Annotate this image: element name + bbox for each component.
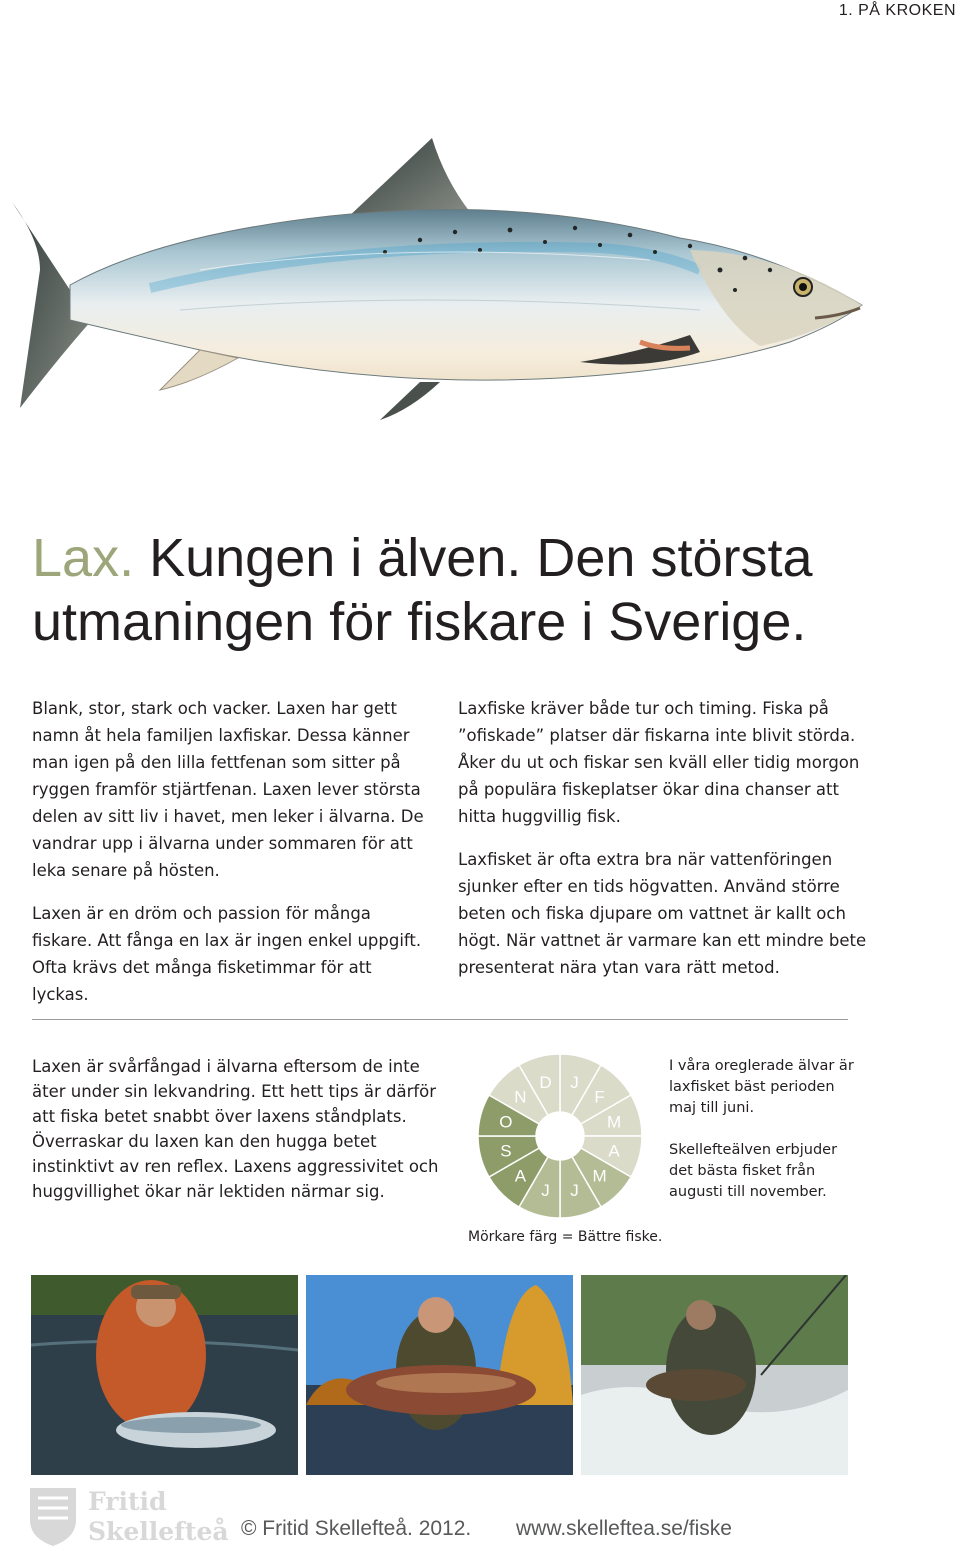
paragraph: Laxfiske kräver både tur och timing. Fiska på ”ofiskade” platser där fiskarna inte blivit störda. Åker du ut och fiskar sen kväll eller tidig morgon på populära fiskeplatser ökar dina chanser att hitta huggvillig fisk.: [458, 699, 860, 826]
wheel-month-label: A: [514, 1166, 527, 1186]
footer-copyright: © Fritid Skellefteå. 2012.: [241, 1517, 472, 1540]
wheel-month-label: O: [499, 1112, 513, 1132]
wheel-caption: Mörkare färg = Bättre fiske.: [468, 1229, 663, 1245]
wheel-month-label: S: [500, 1141, 512, 1161]
side-note: Skellefteälven erbjuder det bästa fisket från augusti till november.: [669, 1142, 838, 1200]
side-note: I våra oreglerade älvar är laxfisket bäst perioden maj till juni.: [669, 1058, 854, 1116]
tip-paragraph: Laxen är svårfångad i älvarna eftersom de inte äter under sin lekvandring. Ett hett tips är därför att fiska betet snabbt över laxens ståndplats. Överraskar du laxen kan den hugga betet instinktivt av ren reflex. Laxens aggressivitet och huggvillighet ökar när lektiden närmar sig.: [32, 1057, 439, 1201]
photo-angler-autumn-salmon: [306, 1275, 573, 1475]
footer-url[interactable]: www.skelleftea.se/fiske: [516, 1517, 732, 1540]
paragraph: Laxfisket är ofta extra bra när vattenföringen sjunker efter en tids högvatten. Använd större beten och fiska djupare om vattnet är kallt och högt. När vattnet är varmare kan ett mindre bete presenterat nära ytan vara rätt metod.: [458, 850, 867, 977]
wheel-month-label: A: [608, 1141, 620, 1161]
page-title: [32, 526, 932, 654]
title-line2: utmaningen för fiskare i Sverige.: [32, 592, 807, 652]
fritid-skelleftea-logo: [30, 1486, 230, 1546]
wheel-month-label: J: [570, 1072, 579, 1092]
logo-text: Skellefteå: [88, 1517, 229, 1546]
paragraph: Blank, stor, stark och vacker. Laxen har gett namn åt hela familjen laxfiskar. Dessa känner man igen på den lilla fettfenan som sitter på ryggen framför stjärtfenan. Laxen lever största delen av sitt liv i havet, men leker i älvarna. De vandrar upp i älvarna under sommaren för att leka senare på hösten.: [32, 699, 424, 880]
wheel-month-label: F: [594, 1087, 605, 1107]
wheel-month-label: M: [592, 1166, 607, 1186]
wheel-month-label: D: [539, 1072, 552, 1092]
season-wheel: [478, 1054, 642, 1218]
left-column: [32, 695, 432, 1024]
title-accent: Lax.: [32, 528, 135, 588]
section-label: 1. PÅ KROKEN: [838, 2, 956, 19]
logo-text: Fritid: [88, 1487, 167, 1516]
wheel-month-label: J: [541, 1181, 550, 1201]
wheel-month-label: J: [570, 1181, 579, 1201]
wheel-month-label: N: [514, 1087, 527, 1107]
photo-angler-in-rapids: [581, 1275, 848, 1475]
paragraph: Laxen är en dröm och passion för många fiskare. Att fånga en lax är ingen enkel uppgift. Ofta krävs det många fisketimmar för att lyckas.: [32, 904, 422, 1004]
salmon-illustration: [0, 120, 880, 450]
wheel-month-label: M: [607, 1112, 622, 1132]
photo-angler-with-salmon: [31, 1275, 298, 1475]
divider: [32, 1019, 848, 1020]
right-column: [458, 695, 878, 997]
wheel-center: [536, 1112, 584, 1160]
title-line1: Kungen i älven. Den största: [149, 528, 813, 588]
